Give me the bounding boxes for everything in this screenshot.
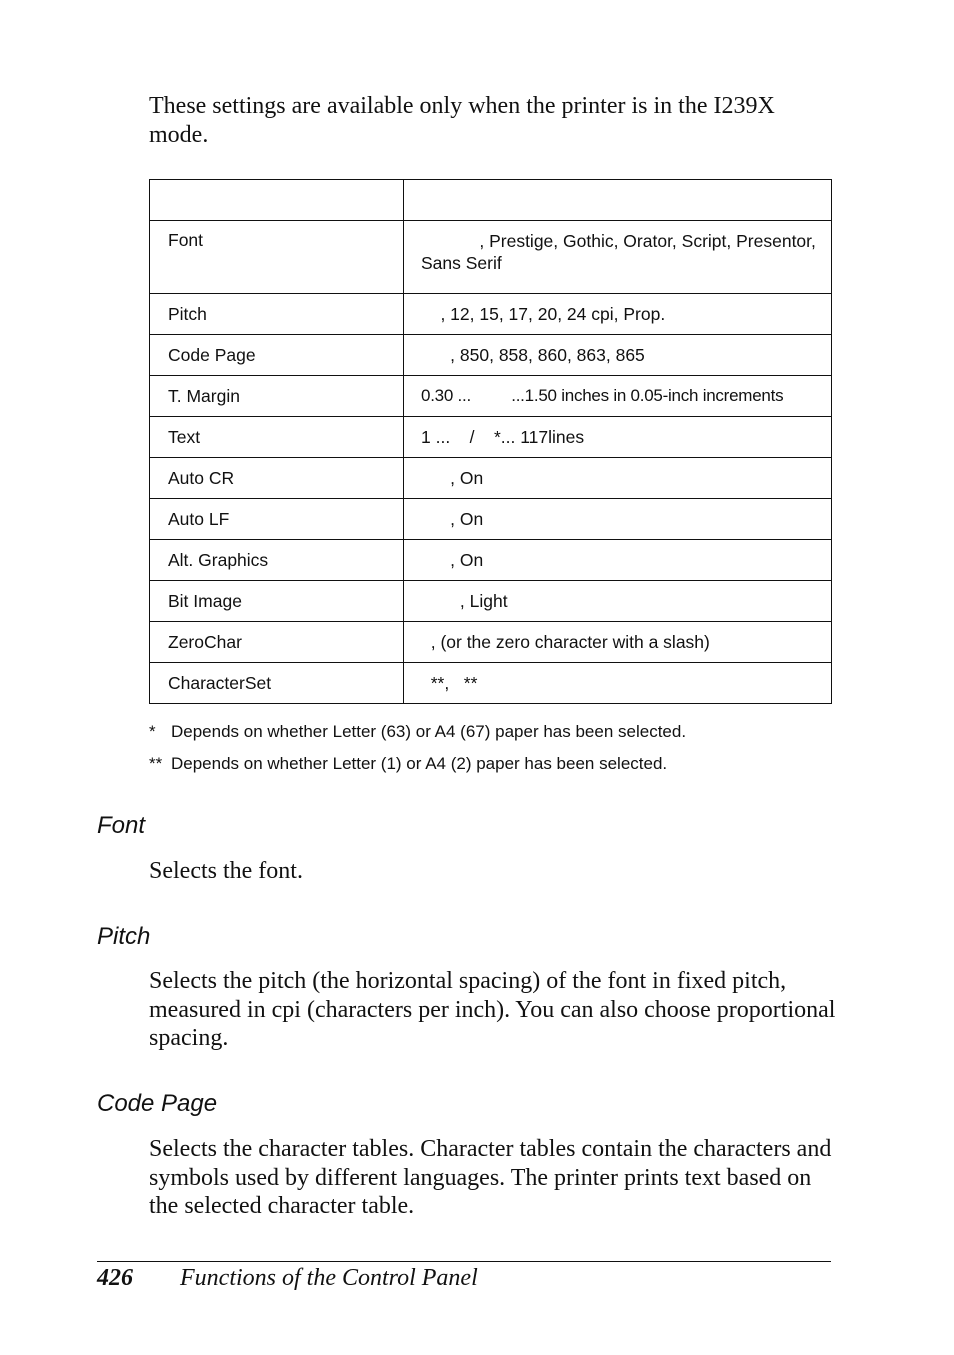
table-row <box>150 335 832 376</box>
setting-value: 1 ... / *... 117lines <box>404 417 832 458</box>
footnote-2 <box>149 754 667 774</box>
section-text-code-page: Selects the character tables. Character tables contain the characters and symbols used by different languages. The printer prints text based on the selected character table. <box>149 1136 832 1219</box>
footer-rule <box>97 1261 831 1262</box>
running-title: Functions of the Control Panel <box>180 1265 478 1291</box>
setting-value: , On <box>404 458 832 499</box>
header-value <box>404 180 832 221</box>
setting-name: ZeroChar <box>150 622 404 663</box>
setting-name: Font <box>150 221 404 294</box>
intro-paragraph: These settings are available only when the printer is in the I239X mode. <box>149 93 775 148</box>
section-text-pitch: Selects the pitch (the horizontal spacing) of the font in fixed pitch, measured in cpi (characters per inch). You can also choose proportional spacing. <box>149 968 836 1051</box>
setting-value: , On <box>404 499 832 540</box>
setting-name: Auto CR <box>150 458 404 499</box>
footnote-mark: * <box>149 722 156 741</box>
table-row <box>150 540 832 581</box>
setting-name: T. Margin <box>150 376 404 417</box>
table-row <box>150 663 832 704</box>
settings-table <box>149 179 832 704</box>
table-row <box>150 581 832 622</box>
setting-name: Pitch <box>150 294 404 335</box>
table-header-row <box>150 180 832 221</box>
setting-name: Bit Image <box>150 581 404 622</box>
setting-name: Auto LF <box>150 499 404 540</box>
footnote-mark: ** <box>149 754 163 773</box>
footnote-text: Depends on whether Letter (63) or A4 (67) paper has been selected. <box>171 722 687 741</box>
setting-value: , Prestige, Gothic, Orator, Script, Presentor, Sans Serif <box>404 221 832 294</box>
section-heading-code-page: Code Page <box>97 1090 218 1117</box>
footnote-1 <box>149 722 686 742</box>
setting-name: CharacterSet <box>150 663 404 704</box>
setting-value: , (or the zero character with a slash) <box>404 622 832 663</box>
setting-value: , 850, 858, 860, 863, 865 <box>404 335 832 376</box>
setting-value: , Light <box>404 581 832 622</box>
table-row <box>150 417 832 458</box>
table-row <box>150 499 832 540</box>
setting-value: 0.30 ... ...1.50 inches in 0.05-inch increments <box>404 376 832 417</box>
section-heading-pitch: Pitch <box>97 923 151 950</box>
table-row <box>150 376 832 417</box>
setting-value: , On <box>404 540 832 581</box>
setting-value: , 12, 15, 17, 20, 24 cpi, Prop. <box>404 294 832 335</box>
section-heading-font: Font <box>97 812 146 839</box>
table-row <box>150 294 832 335</box>
setting-name: Code Page <box>150 335 404 376</box>
table-row <box>150 622 832 663</box>
table-row <box>150 458 832 499</box>
setting-name: Alt. Graphics <box>150 540 404 581</box>
setting-value: **, ** <box>404 663 832 704</box>
setting-name: Text <box>150 417 404 458</box>
header-setting <box>150 180 404 221</box>
page-number: 426 <box>97 1265 133 1291</box>
section-text-font: Selects the font. <box>149 858 303 884</box>
footnote-text: Depends on whether Letter (1) or A4 (2) paper has been selected. <box>171 754 668 773</box>
table-row <box>150 221 832 294</box>
